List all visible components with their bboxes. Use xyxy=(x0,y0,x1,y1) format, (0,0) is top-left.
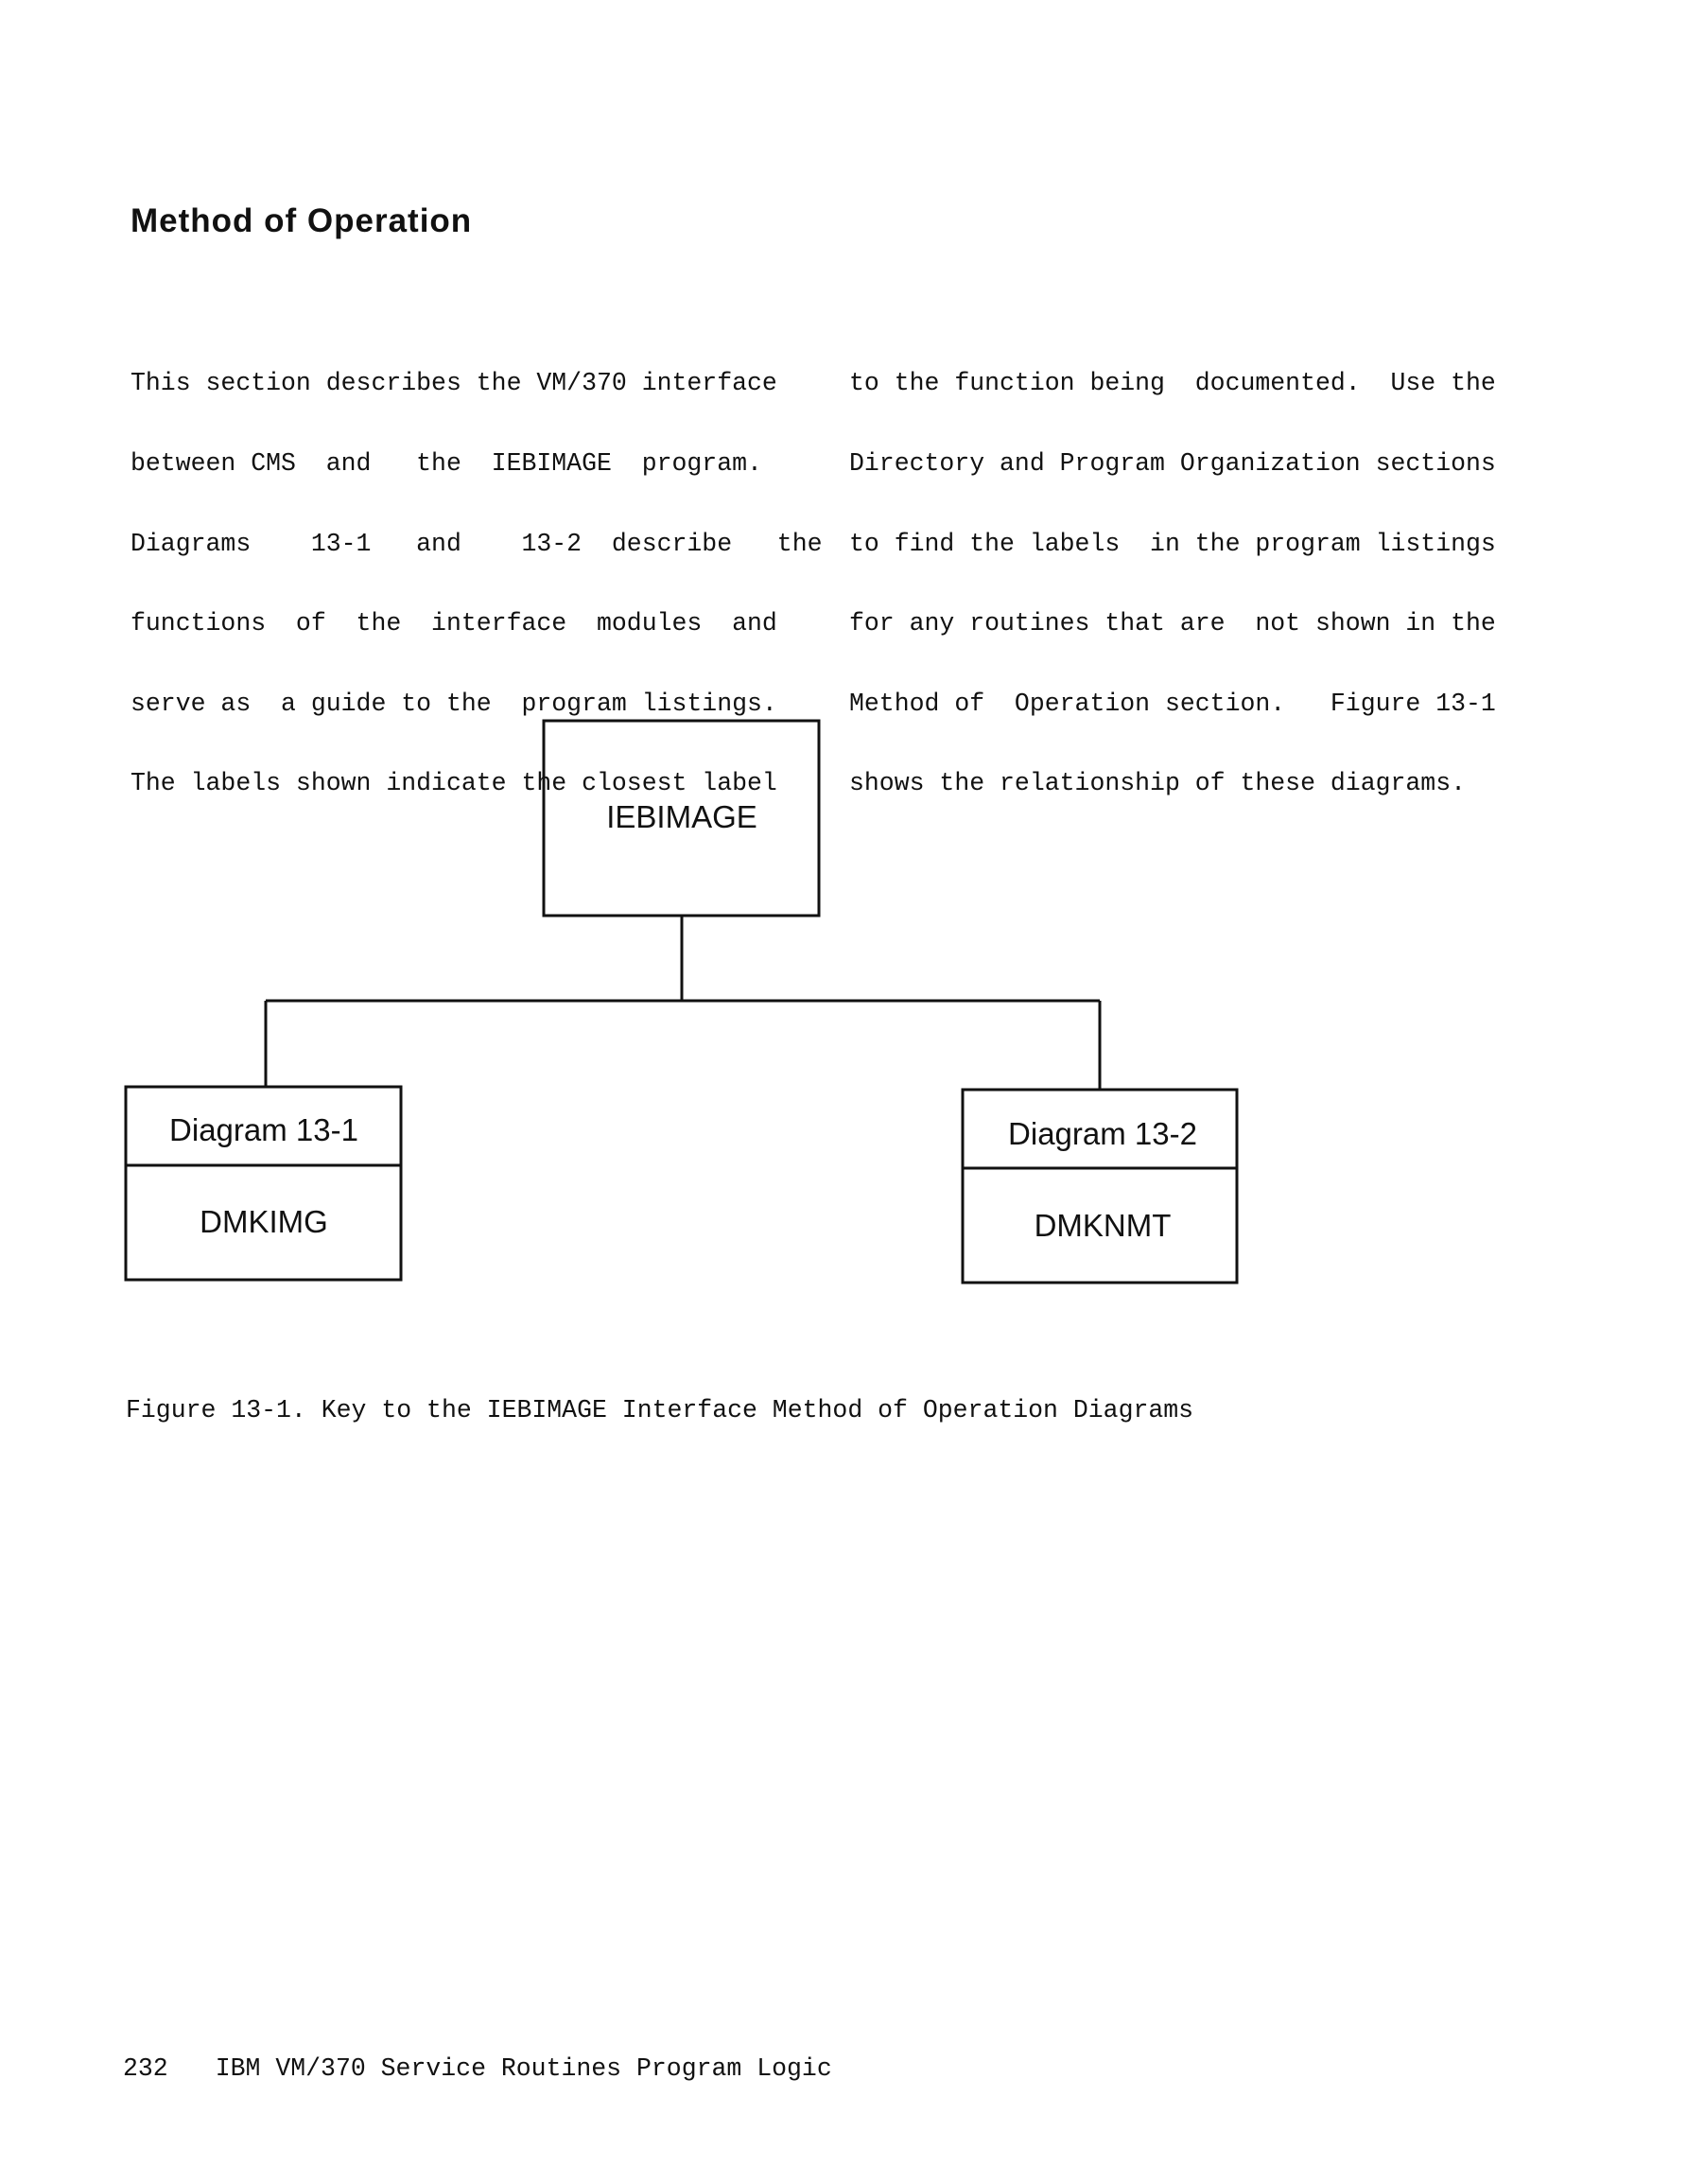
body-line: This section describes the VM/370 interface xyxy=(130,369,777,398)
body-line: Directory and Program Organization sections xyxy=(849,449,1496,479)
page-title: Method of Operation xyxy=(130,202,473,239)
dmkimg-label: DMKIMG xyxy=(200,1204,328,1239)
dmknmt-label: DMKNMT xyxy=(1034,1208,1172,1243)
page-number: 232 xyxy=(123,2054,168,2083)
body-line: Diagrams 13-1 and 13-2 describe the xyxy=(130,529,823,558)
diagram-13-1-label: Diagram 13-1 xyxy=(169,1112,358,1147)
publication-title: IBM VM/370 Service Routines Program Logic xyxy=(215,2054,832,2083)
body-line: for any routines that are not shown in the xyxy=(849,609,1496,638)
iebimage-label: IEBIMAGE xyxy=(606,799,757,834)
body-line: serve as a guide to the program listings. xyxy=(130,689,777,718)
body-line: to the function being documented. Use the xyxy=(849,369,1496,398)
page-footer xyxy=(123,2054,832,2083)
body-line: between CMS and the IEBIMAGE program. xyxy=(130,449,762,479)
body-line: Method of Operation section. Figure 13-1 xyxy=(849,689,1496,718)
body-line: functions of the interface modules and xyxy=(130,609,777,638)
diagram-13-2-label: Diagram 13-2 xyxy=(1008,1116,1197,1151)
body-line: The labels shown indicate the closest label xyxy=(130,769,777,798)
body-line: to find the labels in the program listings xyxy=(849,529,1496,558)
figure-caption: Figure 13-1. Key to the IEBIMAGE Interface Method of Operation Diagrams xyxy=(126,1396,1194,1424)
body-line: shows the relationship of these diagrams. xyxy=(849,769,1467,798)
